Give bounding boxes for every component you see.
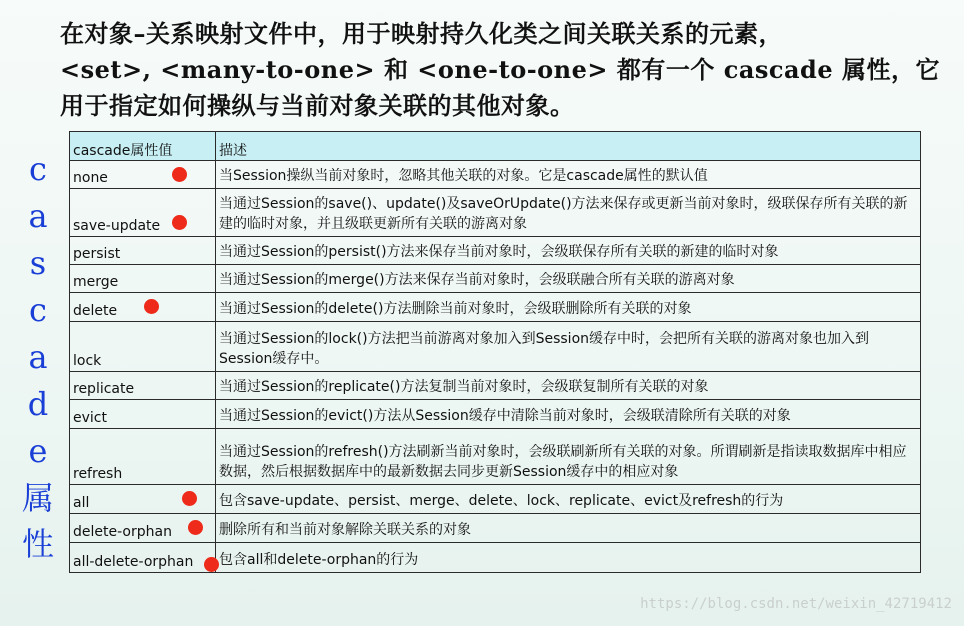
cascade-description: 当通过Session的refresh()方法刷新当前对象时，会级联刷新所有关联的对象。所谓刷新是指读取数据库中相应数据，然后根据数据库中的最新数据去同步更新Session缓存中的相应对象 bbox=[216, 429, 921, 485]
cascade-value: refresh bbox=[73, 466, 123, 482]
red-marker-dot bbox=[188, 520, 203, 535]
intro-line-2: <set>, <many-to-one> 和 <one-to-one> 都有一个 cascade 属性，它 bbox=[60, 55, 940, 84]
cascade-description: 当通过Session的delete()方法删除当前对象时，会级联删除所有关联的对象 bbox=[216, 293, 921, 322]
cascade-value: evict bbox=[73, 410, 107, 426]
cascade-value-cell bbox=[70, 322, 216, 372]
cascade-description: 当Session操纵当前对象时，忽略其他关联的对象。它是cascade属性的默认值 bbox=[216, 161, 921, 189]
cascade-value-cell bbox=[70, 237, 216, 265]
cascade-value-cell bbox=[70, 189, 216, 237]
cascade-description: 当通过Session的lock()方法把当前游离对象加入到Session缓存中时，会把所有关联的游离对象也加入到Session缓存中。 bbox=[216, 322, 921, 372]
red-marker-dot bbox=[172, 167, 187, 182]
cascade-table bbox=[69, 131, 921, 573]
cascade-value-cell bbox=[70, 265, 216, 293]
side-label-char: s bbox=[29, 244, 47, 282]
cascade-value-cell bbox=[70, 485, 216, 514]
table-row bbox=[70, 485, 921, 514]
side-label-char: a bbox=[28, 197, 48, 235]
cascade-value: persist bbox=[73, 246, 121, 262]
side-label-char: c bbox=[29, 150, 47, 188]
cascade-value-cell bbox=[70, 514, 216, 543]
cascade-description: 当通过Session的merge()方法来保存当前对象时，会级联融合所有关联的游离对象 bbox=[216, 265, 921, 293]
side-label-char: c bbox=[29, 291, 47, 329]
table-row bbox=[70, 265, 921, 293]
cascade-value-cell bbox=[70, 429, 216, 485]
side-label-char: a bbox=[28, 338, 48, 376]
table-header-row bbox=[70, 132, 921, 161]
intro-paragraph bbox=[60, 16, 940, 124]
table-row bbox=[70, 429, 921, 485]
cascade-value-cell bbox=[70, 161, 216, 189]
red-marker-dot bbox=[144, 299, 159, 314]
cascade-value: none bbox=[73, 170, 108, 186]
cascade-value: delete-orphan bbox=[73, 524, 172, 540]
cascade-value: replicate bbox=[73, 381, 135, 397]
table-row bbox=[70, 322, 921, 372]
table-row bbox=[70, 293, 921, 322]
side-label-char: 属 bbox=[21, 479, 54, 517]
cascade-value: all bbox=[73, 495, 90, 511]
cascade-description: 包含save-update、persist、merge、delete、lock、replicate、evict及refresh的行为 bbox=[216, 485, 921, 514]
red-marker-dot bbox=[204, 557, 219, 572]
header-value: cascade属性值 bbox=[70, 132, 216, 161]
cascade-description: 当通过Session的save()、update()及saveOrUpdate()方法来保存或更新当前对象时，级联保存所有关联的新建的临时对象，并且级联更新所有关联的游离对象 bbox=[216, 189, 921, 237]
table-row bbox=[70, 514, 921, 543]
cascade-value-cell bbox=[70, 543, 216, 573]
intro-line-1: 在对象–关系映射文件中，用于映射持久化类之间关联关系的元素， bbox=[60, 19, 783, 48]
cascade-value-cell bbox=[70, 372, 216, 400]
cascade-value: lock bbox=[73, 353, 102, 369]
header-description: 描述 bbox=[216, 132, 921, 161]
cascade-description: 当通过Session的persist()方法来保存当前对象时，会级联保存所有关联的新建的临时对象 bbox=[216, 237, 921, 265]
table-row bbox=[70, 543, 921, 573]
table-row bbox=[70, 372, 921, 400]
table-row bbox=[70, 189, 921, 237]
cascade-value-cell bbox=[70, 400, 216, 429]
cascade-description: 当通过Session的replicate()方法复制当前对象时，会级联复制所有关联的对象 bbox=[216, 372, 921, 400]
watermark: https://blog.csdn.net/weixin_42719412 bbox=[640, 596, 952, 612]
cascade-value: delete bbox=[73, 303, 118, 319]
cascade-description: 删除所有和当前对象解除关联关系的对象 bbox=[216, 514, 921, 543]
cascade-value: all-delete-orphan bbox=[73, 554, 194, 570]
cascade-value: merge bbox=[73, 274, 119, 290]
side-label-char: e bbox=[28, 432, 48, 470]
side-label-char: d bbox=[27, 385, 49, 423]
red-marker-dot bbox=[172, 215, 187, 230]
table-row bbox=[70, 237, 921, 265]
vertical-side-label bbox=[20, 146, 56, 567]
intro-line-3: 用于指定如何操纵与当前对象关联的其他对象。 bbox=[60, 91, 575, 120]
table-row bbox=[70, 161, 921, 189]
cascade-value-cell bbox=[70, 293, 216, 322]
cascade-description: 包含all和delete-orphan的行为 bbox=[216, 543, 921, 573]
side-label-char: 性 bbox=[21, 525, 54, 563]
cascade-value: save-update bbox=[73, 218, 161, 234]
cascade-description: 当通过Session的evict()方法从Session缓存中清除当前对象时，会级联清除所有关联的对象 bbox=[216, 400, 921, 429]
table-row bbox=[70, 400, 921, 429]
red-marker-dot bbox=[182, 491, 197, 506]
